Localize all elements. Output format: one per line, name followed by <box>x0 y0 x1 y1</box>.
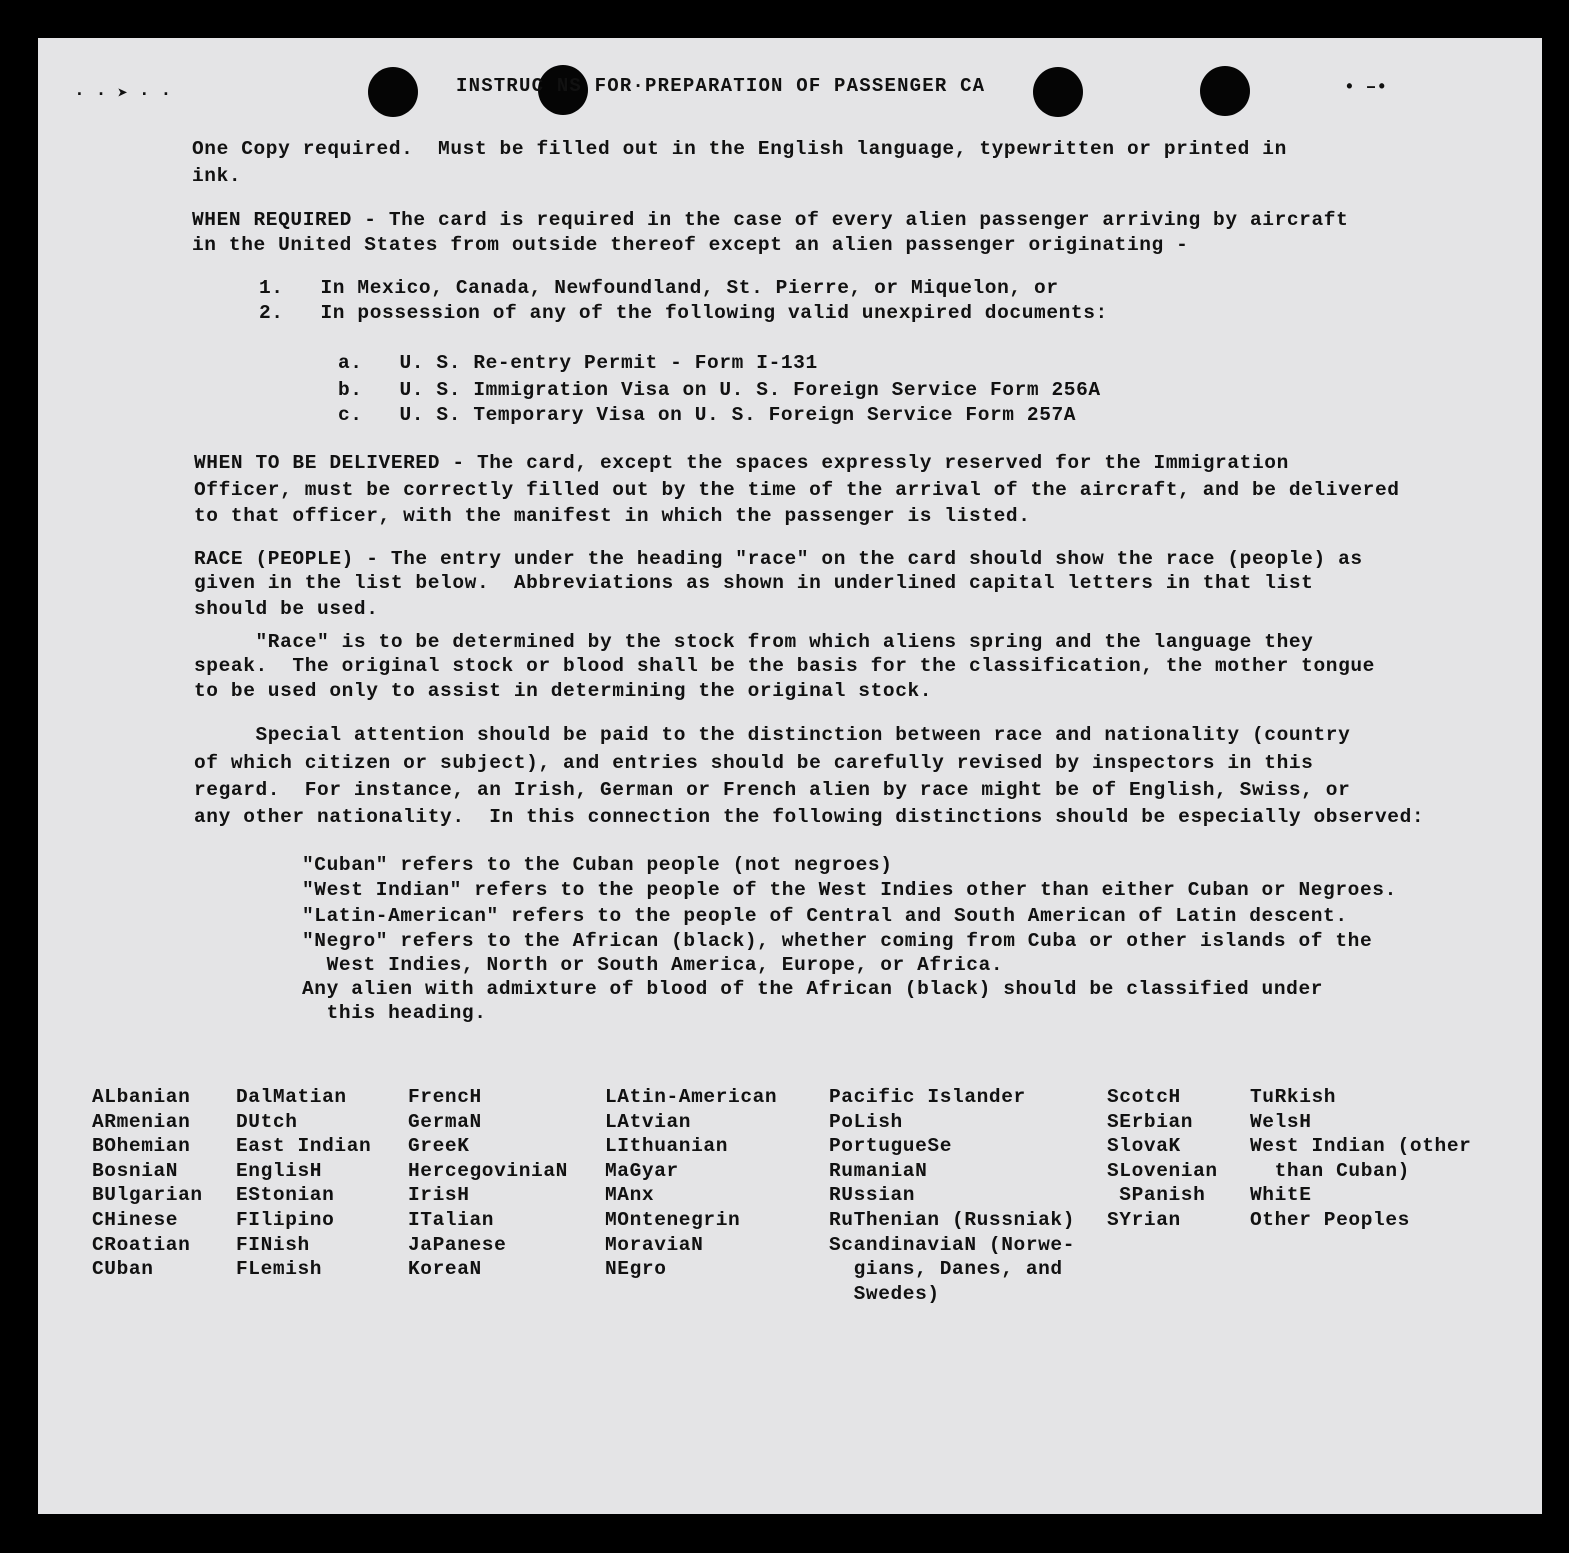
race-para2-line-3: to be used only to assist in determining the original stock. <box>194 680 933 702</box>
race-column-7 <box>1250 1085 1471 1233</box>
race-entry: ALbanian <box>92 1086 191 1108</box>
race-entry: JaPanese <box>408 1233 507 1256</box>
race-entry: ARmenian <box>92 1110 191 1133</box>
race-entry: West Indian (other <box>1250 1135 1472 1158</box>
race-line-2: given in the list below. Abbreviations as shown in underlined capital letters in that list <box>194 572 1314 594</box>
race-entry: MOntenegrin <box>605 1208 741 1231</box>
race-para3-line-4: any other nationality. In this connection the following distinctions should be especially observed: <box>194 806 1425 828</box>
punch-hole-3 <box>1033 67 1083 117</box>
race-entry: ScandinaviaN (Norwe- <box>829 1233 1076 1256</box>
document-a: a. U. S. Re-entry Permit - Form I-131 <box>338 352 818 374</box>
race-entry: Pacific Islander <box>829 1086 1026 1108</box>
distinction-west-indian: "West Indian" refers to the people of the West Indies other than either Cuban or Negroes. <box>302 879 1397 901</box>
race-entry: KoreaN <box>408 1258 482 1281</box>
race-entry: GreeK <box>408 1135 470 1158</box>
distinction-negro-line-2: West Indies, North or South America, Europe, or Africa. <box>302 954 1004 976</box>
right-specks: • –• <box>1344 78 1388 98</box>
race-entry: SlovaK <box>1107 1135 1181 1158</box>
race-entry: WhitE <box>1250 1184 1312 1207</box>
race-entry: FINish <box>236 1233 310 1256</box>
race-para3-line-3: regard. For instance, an Irish, German or French alien by race might be of English, Swiss, or <box>194 779 1351 801</box>
race-para3-line-1: Special attention should be paid to the distinction between race and nationality (country <box>194 724 1351 746</box>
race-entry: RumaniaN <box>829 1159 928 1182</box>
race-entry: Swedes) <box>829 1282 940 1305</box>
race-entry: CRoatian <box>92 1233 191 1256</box>
race-column-1 <box>92 1085 203 1282</box>
race-entry: HercegoviniaN <box>408 1159 568 1182</box>
race-entry: EnglisH <box>236 1159 323 1182</box>
when-delivered-line-3: to that officer, with the manifest in which the passenger is listed. <box>194 505 1031 527</box>
race-column-6 <box>1107 1085 1218 1233</box>
race-entry: East Indian <box>236 1135 372 1158</box>
race-entry: GermaN <box>408 1110 482 1133</box>
race-entry: LIthuanian <box>605 1135 729 1158</box>
when-delivered-line-2: Officer, must be correctly filled out by the time of the arrival of the aircraft, and be delivered <box>194 479 1400 501</box>
race-entry: RUssian <box>829 1184 916 1207</box>
distinction-any-line-1: Any alien with admixture of blood of the African (black) should be classified under <box>302 978 1324 1000</box>
document-b: b. U. S. Immigration Visa on U. S. Foreign Service Form 256A <box>338 379 1101 401</box>
race-line-3: should be used. <box>194 598 379 620</box>
race-entry: FrencH <box>408 1086 482 1108</box>
race-entry: DalMatian <box>236 1086 347 1108</box>
left-specks: · · ➤ · · <box>74 85 172 105</box>
race-column-4 <box>605 1085 777 1282</box>
race-entry: RuThenian (Russniak) <box>829 1208 1076 1231</box>
race-entry: gians, Danes, and <box>829 1258 1063 1281</box>
document-page <box>38 38 1542 1514</box>
intro-line-1: One Copy required. Must be filled out in the English language, typewritten or printed in <box>192 138 1287 160</box>
race-line-1: RACE (PEOPLE) - The entry under the heading "race" on the card should show the race (people) as <box>194 548 1363 570</box>
race-entry: LAtin-American <box>605 1086 778 1108</box>
race-entry: WelsH <box>1250 1110 1312 1133</box>
when-required-item-2: 2. In possession of any of the following valid unexpired documents: <box>259 302 1108 324</box>
distinction-cuban: "Cuban" refers to the Cuban people (not negroes) <box>302 854 893 876</box>
race-entry: LAtvian <box>605 1110 692 1133</box>
race-entry: ScotcH <box>1107 1086 1181 1108</box>
race-entry: BOhemian <box>92 1135 191 1158</box>
race-para2-line-2: speak. The original stock or blood shall be the basis for the classification, the mother tongue <box>194 655 1375 677</box>
race-entry: IrisH <box>408 1184 470 1207</box>
race-para2-line-1: "Race" is to be determined by the stock from which aliens spring and the language they <box>194 631 1314 653</box>
race-entry: BosniaN <box>92 1159 179 1182</box>
when-required-item-1: 1. In Mexico, Canada, Newfoundland, St. Pierre, or Miquelon, or <box>259 277 1059 299</box>
race-entry: than Cuban) <box>1250 1159 1410 1182</box>
race-column-5 <box>829 1085 1075 1306</box>
race-entry: SYrian <box>1107 1208 1181 1231</box>
race-entry: CHinese <box>92 1208 179 1231</box>
race-entry: SErbian <box>1107 1110 1194 1133</box>
page-title: INSTRUC NS FOR·PREPARATION OF PASSENGER CA <box>456 75 986 97</box>
when-delivered-line-1: WHEN TO BE DELIVERED - The card, except the spaces expressly reserved for the Immigration <box>194 452 1289 474</box>
race-entry: PoLish <box>829 1110 903 1133</box>
race-entry: DUtch <box>236 1110 298 1133</box>
when-required-line-1: WHEN REQUIRED - The card is required in the case of every alien passenger arriving by aircraft <box>192 209 1349 231</box>
race-entry: EStonian <box>236 1184 335 1207</box>
race-column-2 <box>236 1085 371 1282</box>
distinction-negro-line-1: "Negro" refers to the African (black), whether coming from Cuba or other islands of the <box>302 930 1373 952</box>
race-entry: SLovenian <box>1107 1159 1218 1182</box>
race-entry: Other Peoples <box>1250 1208 1410 1231</box>
race-entry: FLemish <box>236 1258 323 1281</box>
distinction-latin-american: "Latin-American" refers to the people of Central and South American of Latin descent. <box>302 905 1348 927</box>
intro-line-2: ink. <box>192 165 242 187</box>
race-entry: FIlipino <box>236 1208 335 1231</box>
race-entry: PortugueSe <box>829 1135 953 1158</box>
race-entry: MoraviaN <box>605 1233 704 1256</box>
punch-hole-4 <box>1200 66 1250 116</box>
race-entry: BUlgarian <box>92 1184 203 1207</box>
race-para3-line-2: of which citizen or subject), and entries should be carefully revised by inspectors in this <box>194 752 1314 774</box>
race-entry: ITalian <box>408 1208 495 1231</box>
punch-hole-1 <box>368 67 418 117</box>
distinction-any-line-2: this heading. <box>302 1002 487 1024</box>
race-column-3 <box>408 1085 568 1282</box>
document-c: c. U. S. Temporary Visa on U. S. Foreign Service Form 257A <box>338 404 1077 426</box>
race-entry: MaGyar <box>605 1159 679 1182</box>
race-entry: NEgro <box>605 1258 667 1281</box>
when-required-line-2: in the United States from outside thereof except an alien passenger originating - <box>192 234 1189 256</box>
race-entry: CUban <box>92 1258 154 1281</box>
race-entry: SPanish <box>1107 1184 1206 1207</box>
race-entry: MAnx <box>605 1184 655 1207</box>
race-entry: TuRkish <box>1250 1086 1337 1108</box>
